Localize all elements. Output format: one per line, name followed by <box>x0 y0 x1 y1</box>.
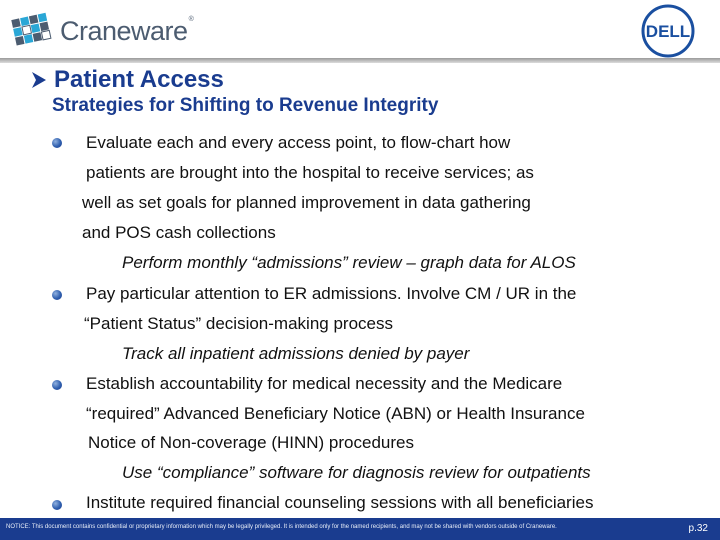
page-number: p.32 <box>688 523 708 534</box>
bullet-2-line-1: Pay particular attention to ER admissions. Involve CM / UR in the <box>86 284 577 303</box>
bullet-2-line-2: “Patient Status” decision-making process <box>84 314 393 333</box>
sub-item-1: Perform monthly “admissions” review – graph data for ALOS <box>122 253 576 272</box>
sub-item-3: Use “compliance” software for diagnosis review for outpatients <box>122 463 591 482</box>
arrow-bullet-icon <box>30 70 48 90</box>
bullet-3-line-3: Notice of Non-coverage (HINN) procedures <box>88 433 414 452</box>
bullet-icon <box>52 138 62 148</box>
bullet-1-line-3: well as set goals for planned improvement in data gathering <box>82 193 531 212</box>
confidentiality-notice: NOTICE: This document contains confidential or proprietary information which may be legally privileged. It is intended only for the named recipients, and may not be shared with vendors outside of Craneware. <box>6 524 557 530</box>
bullet-icon <box>52 500 62 510</box>
bullet-3-line-1: Establish accountability for medical necessity and the Medicare <box>86 374 563 393</box>
bullet-icon <box>52 290 62 300</box>
slide-footer <box>0 518 720 540</box>
bullet-3-line-2: “required” Advanced Beneficiary Notice (ABN) or Health Insurance <box>86 404 585 423</box>
sub-item-2: Track all inpatient admissions denied by payer <box>122 344 470 363</box>
craneware-wordmark: Craneware® <box>60 16 194 46</box>
bullet-1-line-1: Evaluate each and every access point, to flow-chart how <box>86 133 511 152</box>
slide-title: Patient Access <box>54 66 224 93</box>
dell-logo-icon <box>638 4 698 58</box>
svg-text:DELL: DELL <box>645 22 691 41</box>
bullet-4-line-1: Institute required financial counseling sessions with all beneficiaries <box>86 493 594 512</box>
slide-header <box>0 0 720 60</box>
bullet-1-line-2: patients are brought into the hospital to receive services; as <box>86 163 534 182</box>
slide-subtitle: Strategies for Shifting to Revenue Integrity <box>52 95 439 116</box>
bullet-1-line-4: and POS cash collections <box>82 223 276 242</box>
craneware-logo-mark-icon <box>10 12 54 50</box>
bullet-icon <box>52 380 62 390</box>
header-divider <box>0 58 720 63</box>
